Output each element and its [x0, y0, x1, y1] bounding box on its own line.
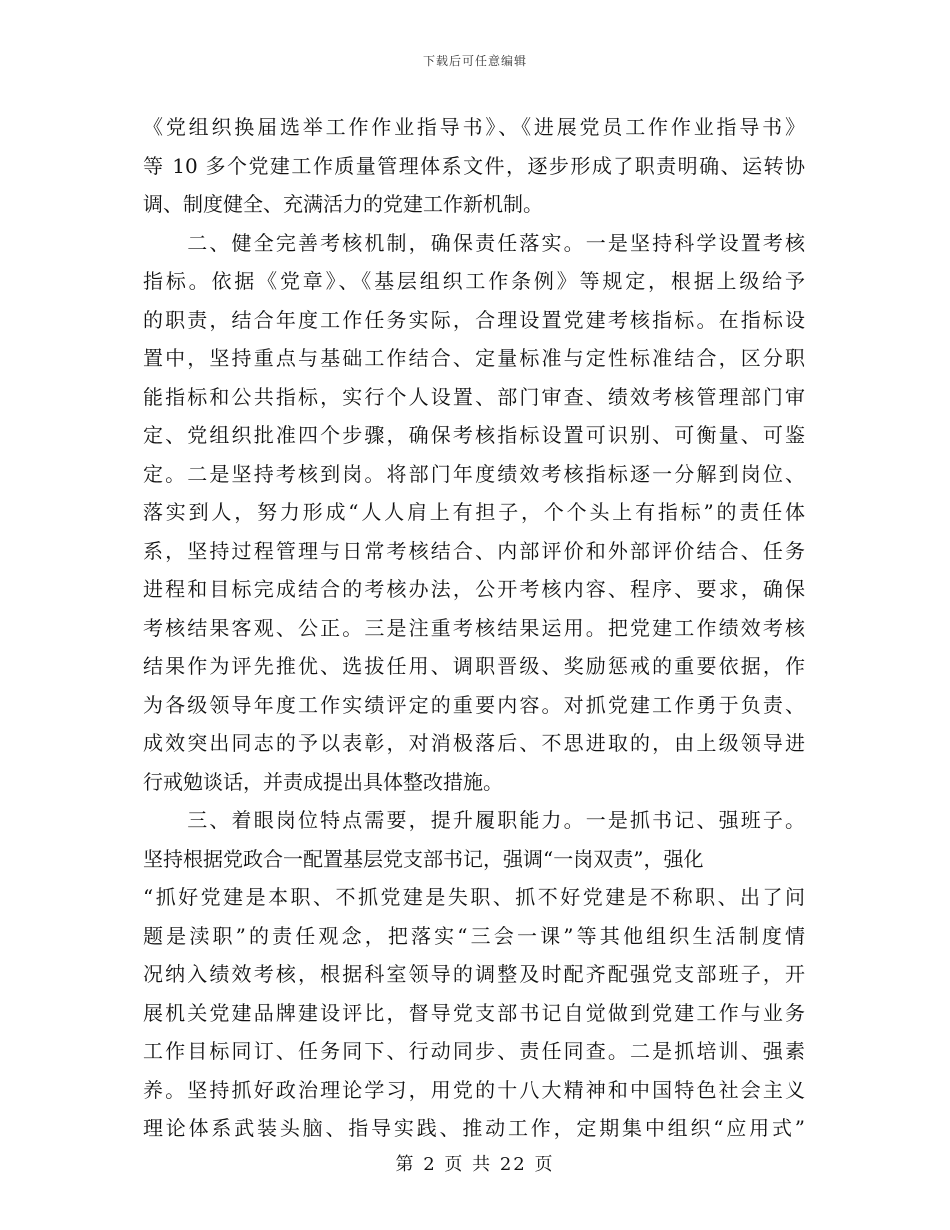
text-line: 进程和目标完成结合的考核办法，公开考核内容、程序、要求，确保 — [143, 577, 805, 601]
text-line: 二、健全完善考核机制，确保责任落实。一是坚持科学设置考核 — [143, 230, 805, 255]
text-line: 落实到人，努力形成“人人肩上有担子，个个头上有指标”的责任体 — [143, 500, 805, 524]
text-line: 定、党组织批准四个步骤，确保考核指标设置可识别、可衡量、可鉴 — [143, 423, 805, 447]
text-line: 等 10 多个党建工作质量管理体系文件，逐步形成了职责明确、运转协 — [143, 153, 805, 178]
text-line: 定。二是坚持考核到岗。将部门年度绩效考核指标逐一分解到岗位、 — [143, 461, 805, 486]
text-line: 考核结果客观、公正。三是注重考核结果运用。把党建工作绩效考核 — [143, 615, 805, 640]
text-line: “抓好党建是本职、不抓党建是失职、抓不好党建是不称职、出了问 — [143, 885, 805, 909]
text-line: 指标。依据《党章》、《基层组织工作条例》等规定，根据上级给予 — [143, 269, 805, 293]
text-line: 行戒勉谈话，并责成提出具体整改措施。 — [143, 769, 503, 794]
page-header: 下载后可任意编辑 — [422, 54, 527, 68]
text-line: 养。坚持抓好政治理论学习，用党的十八大精神和中国特色社会主义 — [143, 1077, 805, 1102]
text-line: 理论体系武装头脑、指导实践、推动工作，定期集中组织“应用式” — [143, 1116, 805, 1140]
text-line: 成效突出同志的予以表彰，对消极落后、不思进取的，由上级领导进 — [143, 731, 805, 755]
page-footer: 第 2 页 共 22 页 — [395, 1154, 555, 1175]
text-line: 的职责，结合年度工作任务实际，合理设置党建考核指标。在指标设 — [143, 307, 805, 332]
text-line: 工作目标同订、任务同下、行动同步、责任同查。二是抓培训、强素 — [143, 1039, 805, 1063]
text-line: 三、着眼岗位特点需要，提升履职能力。一是抓书记、强班子。 — [143, 808, 805, 832]
text-line: 《党组织换届选举工作作业指导书》、《进展党员工作作业指导书》 — [143, 115, 805, 139]
text-line: 置中，坚持重点与基础工作结合、定量标准与定性标准结合，区分职 — [143, 346, 805, 370]
text-line: 展机关党建品牌建设评比，督导党支部书记自觉做到党建工作与业务 — [143, 1000, 805, 1025]
text-line: 调、制度健全、充满活力的党建工作新机制。 — [143, 192, 543, 216]
text-line: 能指标和公共指标，实行个人设置、部门审查、绩效考核管理部门审 — [143, 384, 805, 409]
document-body — [143, 108, 805, 1148]
text-line: 题是渎职”的责任观念，把落实“三会一课”等其他组织生活制度情 — [143, 923, 805, 948]
text-line: 系，坚持过程管理与日常考核结合、内部评价和外部评价结合、任务 — [143, 538, 805, 563]
text-line: 结果作为评先推优、选拔任用、调职晋级、奖励惩戒的重要依据，作 — [143, 654, 805, 678]
text-line: 为各级领导年度工作实绩评定的重要内容。对抓党建工作勇于负责、 — [143, 692, 805, 717]
text-line: 坚持根据党政合一配置基层党支部书记，强调“一岗双责”，强化 — [143, 846, 704, 871]
text-line: 况纳入绩效考核，根据科室领导的调整及时配齐配强党支部班子，开 — [143, 962, 805, 986]
